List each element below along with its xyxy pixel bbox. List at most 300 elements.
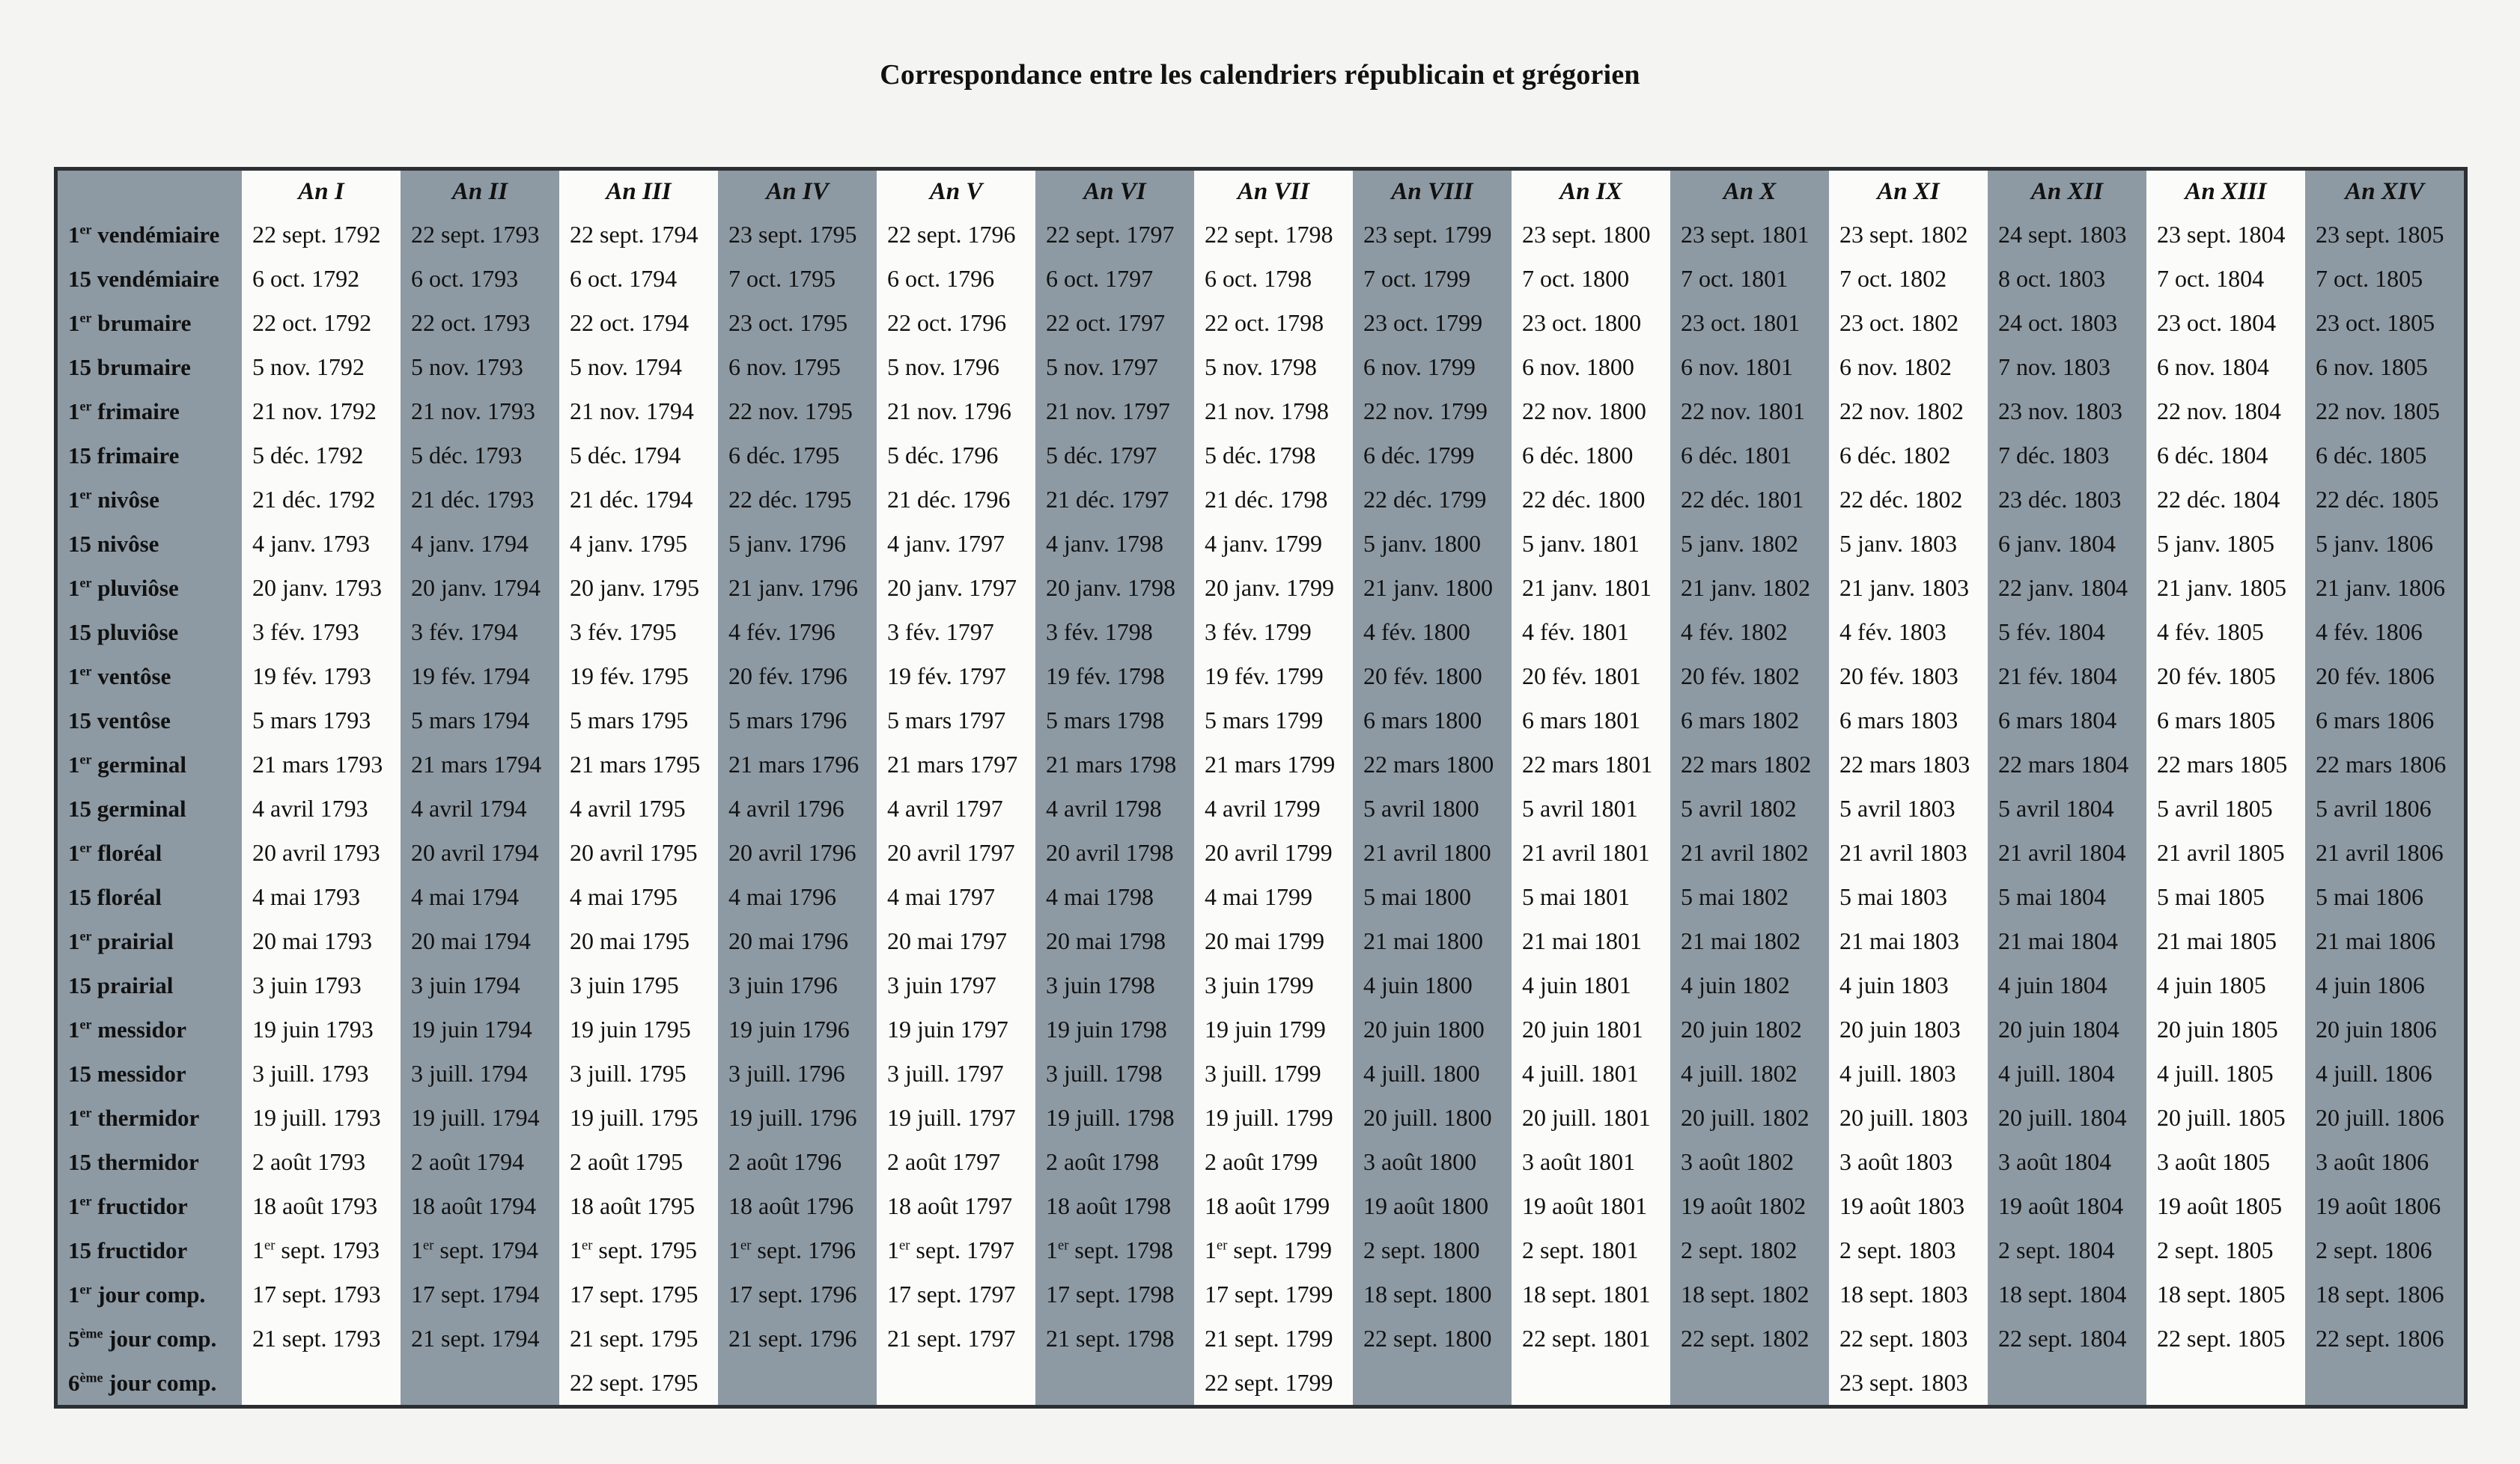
date-cell xyxy=(1988,389,2146,433)
date-cell xyxy=(718,1317,877,1361)
row-label xyxy=(58,213,242,257)
year-header: An I xyxy=(298,177,344,205)
date-cell xyxy=(242,963,401,1007)
date-text: 6 déc. 1804 xyxy=(2157,442,2268,469)
row-label-day: 1 xyxy=(68,839,80,866)
date-cell xyxy=(1035,698,1194,742)
date-text: 20 juill. 1800 xyxy=(1363,1104,1492,1131)
date-text: 4 janv. 1797 xyxy=(887,530,1005,557)
date-cell xyxy=(718,1228,877,1272)
date-text: 22 oct. 1797 xyxy=(1046,309,1166,336)
date-text: 23 nov. 1803 xyxy=(1998,397,2122,424)
date-cell xyxy=(1194,654,1353,698)
date-text: 21 déc. 1796 xyxy=(887,486,1011,513)
date-cell xyxy=(559,831,718,875)
row-label xyxy=(58,1096,242,1140)
date-text: 22 mars 1804 xyxy=(1998,751,2129,778)
date-cell xyxy=(401,787,559,831)
date-cell xyxy=(1512,1228,1670,1272)
date-text: 21 janv. 1796 xyxy=(728,574,859,601)
date-cell xyxy=(1353,1272,1512,1317)
date-text: 22 déc. 1804 xyxy=(2157,486,2280,513)
date-cell xyxy=(1194,1140,1353,1184)
date-cell xyxy=(718,257,877,301)
date-text: 23 oct. 1795 xyxy=(728,309,848,336)
date-cell xyxy=(1035,433,1194,478)
date-cell xyxy=(1670,1184,1829,1228)
date-text: 5 janv. 1805 xyxy=(2157,530,2275,557)
date-cell xyxy=(401,1272,559,1317)
date-cell xyxy=(1035,1272,1194,1317)
date-text: 21 déc. 1792 xyxy=(252,486,376,513)
date-cell xyxy=(1512,1140,1670,1184)
date-text: 5 avril 1800 xyxy=(1363,795,1479,822)
date-text: 21 avril 1804 xyxy=(1998,839,2126,866)
date-text: 4 janv. 1794 xyxy=(411,530,529,557)
date-text: 19 juin 1798 xyxy=(1046,1016,1167,1043)
date-cell xyxy=(1829,1052,1988,1096)
row-label-month: fructidor xyxy=(97,1192,188,1219)
date-cell xyxy=(1353,478,1512,522)
date-cell xyxy=(401,875,559,919)
date-text: 5 mai 1800 xyxy=(1363,883,1471,910)
date-text: 5 déc. 1793 xyxy=(411,442,523,469)
date-cell xyxy=(559,698,718,742)
row-label xyxy=(58,257,242,301)
date-cell xyxy=(1353,963,1512,1007)
date-cell xyxy=(718,654,877,698)
date-text: 20 juill. 1802 xyxy=(1681,1104,1810,1131)
date-cell xyxy=(718,1007,877,1052)
date-text: 21 nov. 1792 xyxy=(252,397,377,424)
row-label-month: ventôse xyxy=(97,707,171,733)
date-text: sept. 1799 xyxy=(1233,1236,1332,1263)
row-label-month: brumaire xyxy=(97,353,191,380)
date-text: 24 sept. 1803 xyxy=(1998,221,2127,248)
date-cell xyxy=(1670,433,1829,478)
date-text: 6 nov. 1802 xyxy=(1839,353,1952,380)
date-text: 19 juin 1799 xyxy=(1205,1016,1326,1043)
date-cell xyxy=(1988,610,2146,654)
date-cell xyxy=(1035,389,1194,433)
date-cell xyxy=(1353,1052,1512,1096)
date-text: 3 juill. 1796 xyxy=(728,1060,845,1087)
date-text: 20 mai 1798 xyxy=(1046,927,1166,954)
date-text: 18 août 1795 xyxy=(570,1192,696,1219)
date-cell xyxy=(718,389,877,433)
date-text: 3 août 1802 xyxy=(1681,1148,1795,1175)
date-text: 5 fév. 1804 xyxy=(1998,618,2105,645)
date-cell xyxy=(1353,1140,1512,1184)
date-cell xyxy=(2305,919,2464,963)
date-cell xyxy=(1035,831,1194,875)
date-cell xyxy=(718,301,877,345)
date-text: 5 avril 1802 xyxy=(1681,795,1797,822)
date-cell xyxy=(1988,698,2146,742)
date-text: 2 août 1795 xyxy=(570,1148,684,1175)
date-text: 20 janv. 1794 xyxy=(411,574,541,601)
date-cell xyxy=(1988,433,2146,478)
year-header: An XIII xyxy=(2185,177,2267,205)
date-cell xyxy=(1035,345,1194,389)
row-label xyxy=(58,742,242,787)
date-cell xyxy=(1512,213,1670,257)
date-cell xyxy=(1512,257,1670,301)
date-text: 21 avril 1806 xyxy=(2316,839,2444,866)
table-row xyxy=(58,1317,2464,1361)
date-text: 3 juill. 1798 xyxy=(1046,1060,1163,1087)
date-text: 19 août 1801 xyxy=(1522,1192,1648,1219)
date-text: 22 déc. 1800 xyxy=(1522,486,1646,513)
row-label-month: pluviôse xyxy=(97,574,179,601)
date-cell xyxy=(1670,213,1829,257)
date-cell xyxy=(2146,831,2305,875)
date-text: 5 nov. 1793 xyxy=(411,353,523,380)
date-text: 19 août 1806 xyxy=(2316,1192,2441,1219)
date-text: 4 fév. 1796 xyxy=(728,618,836,645)
date-text: 2 août 1794 xyxy=(411,1148,525,1175)
date-cell xyxy=(2146,698,2305,742)
date-cell xyxy=(559,566,718,610)
date-text: 21 nov. 1796 xyxy=(887,397,1011,424)
date-cell xyxy=(242,1140,401,1184)
row-label xyxy=(58,610,242,654)
date-text: 6 nov. 1795 xyxy=(728,353,841,380)
date-text: 7 nov. 1803 xyxy=(1998,353,2110,380)
date-cell xyxy=(1353,654,1512,698)
date-text: 2 sept. 1802 xyxy=(1681,1236,1798,1263)
date-cell xyxy=(718,1052,877,1096)
date-text: 6 mars 1804 xyxy=(1998,707,2117,733)
date-cell xyxy=(877,1052,1035,1096)
date-cell xyxy=(559,478,718,522)
table-row xyxy=(58,742,2464,787)
date-cell xyxy=(1670,742,1829,787)
date-cell xyxy=(559,1052,718,1096)
date-cell xyxy=(2305,610,2464,654)
date-text: 21 sept. 1798 xyxy=(1046,1325,1175,1352)
table-row xyxy=(58,257,2464,301)
date-text: 20 avril 1795 xyxy=(570,839,698,866)
date-cell xyxy=(1670,345,1829,389)
date-text: 3 juill. 1797 xyxy=(887,1060,1004,1087)
date-cell xyxy=(559,213,718,257)
date-cell xyxy=(242,654,401,698)
date-cell xyxy=(559,875,718,919)
date-text: 22 oct. 1798 xyxy=(1205,309,1324,336)
date-cell xyxy=(401,742,559,787)
date-cell xyxy=(1353,875,1512,919)
date-text: 21 sept. 1797 xyxy=(887,1325,1016,1352)
date-text: 5 déc. 1792 xyxy=(252,442,364,469)
date-cell xyxy=(877,698,1035,742)
date-text: 20 fév. 1802 xyxy=(1681,662,1800,689)
date-text: 21 nov. 1797 xyxy=(1046,397,1170,424)
row-label-month: messidor xyxy=(97,1016,187,1043)
row-label-month: jour comp. xyxy=(109,1369,217,1396)
date-text: 22 sept. 1796 xyxy=(887,221,1016,248)
row-label-month: pluviôse xyxy=(97,618,179,645)
date-cell xyxy=(1512,389,1670,433)
date-text: 23 sept. 1802 xyxy=(1839,221,1968,248)
date-text: 7 oct. 1799 xyxy=(1363,265,1471,292)
date-cell xyxy=(877,257,1035,301)
date-cell xyxy=(2305,213,2464,257)
date-text: 21 avril 1805 xyxy=(2157,839,2285,866)
date-cell xyxy=(1035,1228,1194,1272)
row-label-ordinal: er xyxy=(79,222,92,237)
date-text: 22 sept. 1806 xyxy=(2316,1325,2444,1352)
date-text: 3 juill. 1795 xyxy=(570,1060,687,1087)
date-cell xyxy=(401,345,559,389)
date-text: 6 janv. 1804 xyxy=(1998,530,2116,557)
date-text: 20 janv. 1797 xyxy=(887,574,1017,601)
date-cell xyxy=(559,1096,718,1140)
row-label-day: 1 xyxy=(68,751,80,778)
date-text: 3 juill. 1793 xyxy=(252,1060,369,1087)
date-text: 2 août 1798 xyxy=(1046,1148,1160,1175)
date-cell xyxy=(2146,1272,2305,1317)
row-label xyxy=(58,654,242,698)
date-text: 20 fév. 1803 xyxy=(1839,662,1959,689)
date-cell xyxy=(1829,522,1988,566)
row-label-day: 15 xyxy=(68,795,91,822)
date-text: 4 janv. 1793 xyxy=(252,530,371,557)
row-label xyxy=(58,831,242,875)
date-text: 22 nov. 1799 xyxy=(1363,397,1488,424)
row-label-day: 1 xyxy=(68,309,80,336)
date-cell xyxy=(2146,654,2305,698)
date-text: 3 fév. 1797 xyxy=(887,618,994,645)
date-text: 6 oct. 1796 xyxy=(887,265,995,292)
date-cell xyxy=(1988,919,2146,963)
date-cell xyxy=(1829,610,1988,654)
date-text: 5 déc. 1797 xyxy=(1046,442,1157,469)
date-text: 5 janv. 1803 xyxy=(1839,530,1958,557)
table-row xyxy=(58,919,2464,963)
date-cell xyxy=(1353,698,1512,742)
date-cell xyxy=(1829,875,1988,919)
date-text: 21 mars 1795 xyxy=(570,751,701,778)
table-row xyxy=(58,1361,2464,1405)
date-cell xyxy=(1194,1228,1353,1272)
date-cell xyxy=(242,1272,401,1317)
date-cell xyxy=(718,875,877,919)
date-text: 19 août 1804 xyxy=(1998,1192,2124,1219)
date-cell xyxy=(1988,1317,2146,1361)
date-text: 2 sept. 1801 xyxy=(1522,1236,1639,1263)
row-label-month: jour comp. xyxy=(109,1325,217,1352)
date-cell xyxy=(401,301,559,345)
row-label-ordinal: er xyxy=(79,1105,92,1120)
date-text: 5 nov. 1794 xyxy=(570,353,682,380)
date-text: 21 mars 1794 xyxy=(411,751,542,778)
date-cell xyxy=(1035,1052,1194,1096)
date-cell xyxy=(1988,875,2146,919)
year-header: An IX xyxy=(1559,177,1622,205)
date-text: 5 avril 1803 xyxy=(1839,795,1956,822)
date-text: 5 mars 1799 xyxy=(1205,707,1324,733)
date-cell xyxy=(1988,963,2146,1007)
date-text: 18 août 1798 xyxy=(1046,1192,1172,1219)
date-cell xyxy=(718,698,877,742)
date-cell xyxy=(1035,213,1194,257)
date-text: 18 sept. 1805 xyxy=(2157,1281,2286,1308)
date-text: 6 déc. 1799 xyxy=(1363,442,1475,469)
date-cell xyxy=(2146,566,2305,610)
year-header: An V xyxy=(929,177,983,205)
date-text: 21 mars 1798 xyxy=(1046,751,1177,778)
date-text: 23 sept. 1800 xyxy=(1522,221,1651,248)
date-text: 4 fév. 1802 xyxy=(1681,618,1788,645)
date-cell xyxy=(1988,1007,2146,1052)
date-text: 22 oct. 1792 xyxy=(252,309,372,336)
date-text: 22 sept. 1800 xyxy=(1363,1325,1492,1352)
date-text: 19 juill. 1798 xyxy=(1046,1104,1175,1131)
row-label-day: 1 xyxy=(68,1192,80,1219)
date-text: 7 oct. 1795 xyxy=(728,265,836,292)
date-cell xyxy=(1194,478,1353,522)
date-text: 21 janv. 1803 xyxy=(1839,574,1970,601)
date-cell xyxy=(718,1184,877,1228)
date-text: 22 oct. 1794 xyxy=(570,309,690,336)
date-text: 22 oct. 1796 xyxy=(887,309,1007,336)
date-text: 3 juin 1796 xyxy=(728,972,838,998)
date-text: 17 sept. 1796 xyxy=(728,1281,857,1308)
date-text: 22 mars 1801 xyxy=(1522,751,1653,778)
table-row xyxy=(58,1096,2464,1140)
date-text: 4 fév. 1803 xyxy=(1839,618,1947,645)
date-cell xyxy=(1035,522,1194,566)
row-label-month: prairial xyxy=(97,927,174,954)
date-cell xyxy=(559,1228,718,1272)
date-text: 5 mars 1796 xyxy=(728,707,847,733)
date-cell xyxy=(401,1007,559,1052)
date-cell xyxy=(1670,919,1829,963)
date-text: 5 janv. 1796 xyxy=(728,530,847,557)
date-text: 7 oct. 1804 xyxy=(2157,265,2265,292)
row-label-month: brumaire xyxy=(97,309,192,336)
date-text: 18 août 1793 xyxy=(252,1192,378,1219)
date-text: 6 oct. 1797 xyxy=(1046,265,1154,292)
row-label-month: floréal xyxy=(97,883,162,910)
date-text: 7 déc. 1803 xyxy=(1998,442,2110,469)
date-text: 17 sept. 1793 xyxy=(252,1281,381,1308)
date-text: 2 sept. 1804 xyxy=(1998,1236,2115,1263)
date-text: 19 juin 1796 xyxy=(728,1016,850,1043)
date-cell xyxy=(1512,478,1670,522)
date-cell xyxy=(1353,301,1512,345)
date-text: 20 fév. 1801 xyxy=(1522,662,1641,689)
date-cell xyxy=(401,963,559,1007)
date-text: 19 août 1803 xyxy=(1839,1192,1965,1219)
date-cell xyxy=(1988,213,2146,257)
date-cell xyxy=(1829,566,1988,610)
date-text: 22 sept. 1798 xyxy=(1205,221,1333,248)
date-text: 6 oct. 1798 xyxy=(1205,265,1312,292)
date-cell xyxy=(1670,1272,1829,1317)
date-cell xyxy=(1988,787,2146,831)
date-text: 22 mars 1803 xyxy=(1839,751,1970,778)
date-text: 20 mai 1793 xyxy=(252,927,372,954)
date-cell xyxy=(401,1140,559,1184)
date-cell xyxy=(2146,787,2305,831)
date-text: 4 fév. 1801 xyxy=(1522,618,1629,645)
date-cell xyxy=(1829,831,1988,875)
row-label-month: fructidor xyxy=(97,1236,188,1263)
date-text: 4 juill. 1800 xyxy=(1363,1060,1480,1087)
date-text: 6 oct. 1792 xyxy=(252,265,360,292)
date-text: 22 nov. 1804 xyxy=(2157,397,2281,424)
date-cell xyxy=(877,345,1035,389)
date-text: 5 avril 1801 xyxy=(1522,795,1638,822)
date-cell xyxy=(1194,1052,1353,1096)
date-text: 19 fév. 1798 xyxy=(1046,662,1165,689)
date-text: 20 mai 1795 xyxy=(570,927,690,954)
date-cell xyxy=(1829,257,1988,301)
date-cell xyxy=(401,654,559,698)
table-row xyxy=(58,345,2464,389)
date-text: 5 mars 1793 xyxy=(252,707,371,733)
date-cell xyxy=(2305,742,2464,787)
date-cell xyxy=(242,787,401,831)
date-text: 5 avril 1806 xyxy=(2316,795,2432,822)
date-text: 21 mai 1800 xyxy=(1363,927,1483,954)
date-cell xyxy=(2305,654,2464,698)
date-text: 23 oct. 1801 xyxy=(1681,309,1801,336)
date-cell xyxy=(1194,257,1353,301)
date-cell xyxy=(2305,1052,2464,1096)
date-cell xyxy=(1194,433,1353,478)
date-text: 4 janv. 1798 xyxy=(1046,530,1164,557)
date-cell xyxy=(1035,654,1194,698)
date-cell xyxy=(1670,698,1829,742)
row-label-day: 15 xyxy=(68,1236,91,1263)
date-text: 22 sept. 1795 xyxy=(570,1369,699,1396)
date-cell xyxy=(2146,389,2305,433)
date-cell xyxy=(2305,522,2464,566)
date-cell xyxy=(1512,301,1670,345)
date-cell xyxy=(718,610,877,654)
date-text: 4 avril 1797 xyxy=(887,795,1003,822)
date-cell xyxy=(242,698,401,742)
date-text: 22 sept. 1801 xyxy=(1522,1325,1651,1352)
date-cell xyxy=(1353,566,1512,610)
date-cell xyxy=(1194,389,1353,433)
date-cell xyxy=(718,963,877,1007)
date-ordinal: er xyxy=(264,1237,276,1254)
date-text: 5 mai 1805 xyxy=(2157,883,2265,910)
date-text: 21 mai 1804 xyxy=(1998,927,2118,954)
date-cell xyxy=(559,345,718,389)
date-cell xyxy=(1035,1317,1194,1361)
date-text: 22 oct. 1793 xyxy=(411,309,531,336)
date-text: 19 fév. 1794 xyxy=(411,662,530,689)
row-label xyxy=(58,1140,242,1184)
date-text: 18 sept. 1801 xyxy=(1522,1281,1651,1308)
date-text: 21 avril 1802 xyxy=(1681,839,1809,866)
date-cell xyxy=(1512,1007,1670,1052)
date-cell xyxy=(1670,1228,1829,1272)
date-text: 5 mai 1801 xyxy=(1522,883,1630,910)
table-row xyxy=(58,963,2464,1007)
date-text: 5 nov. 1797 xyxy=(1046,353,1158,380)
date-text: 22 sept. 1803 xyxy=(1839,1325,1968,1352)
table-row xyxy=(58,478,2464,522)
date-text: 20 juill. 1806 xyxy=(2316,1104,2444,1131)
date-day: 1 xyxy=(1205,1236,1217,1263)
date-cell xyxy=(2146,1052,2305,1096)
